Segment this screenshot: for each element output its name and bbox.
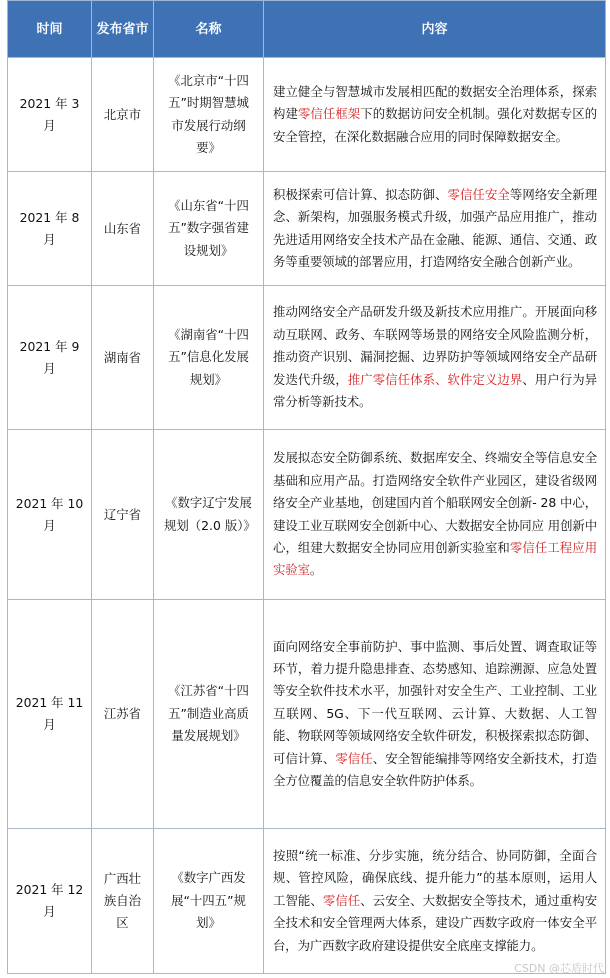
header-province: 发布省市 <box>92 1 154 58</box>
content-text: 积极探索可信计算、拟态防御、 <box>273 186 448 202</box>
row-time: 2021 年 9 月 <box>8 286 92 430</box>
content-text: 发展拟态安全防御系统、数据库安全、终端安全等信息安全基础和应用产品。打造网络安全软件产业园区，建设省级网络安全产业基地，创建国内首个船联网安全创新- 28 中心，建设工业互联网安全创新中心、大数据安全协同应 用创新中心，组建大数据安全协同应用创新实验室和 <box>273 450 597 555</box>
content-text: 下的数据访问安全机制。强化对数据专区的安全管控，在深化数据融合应用的同时保障数据安全。 <box>273 106 597 144</box>
content-highlight: 推广零信任体系、软件定义边界 <box>347 371 523 387</box>
header-time: 时间 <box>8 1 92 58</box>
content-highlight: 零信任框架 <box>297 106 361 122</box>
content-highlight: 零信任 <box>322 892 361 908</box>
row-province: 江苏省 <box>92 600 154 829</box>
row-time: 2021 年 11 月 <box>8 600 92 829</box>
row-province: 北京市 <box>92 58 154 172</box>
content-text: 按照“统一标准、分步实施，统分结合、协同防御，全面合规、管控风险，确保底线、提升能力”的基本原则，运用人工智能、 <box>273 847 597 908</box>
table-row <box>8 430 606 600</box>
table-row <box>8 286 606 430</box>
row-content <box>264 172 606 286</box>
row-content <box>264 829 606 974</box>
content-text: 、安全智能编排等网络安全新技术，打造全方位覆盖的信息安全软件防护体系。 <box>273 750 597 789</box>
content-highlight: 零信任工程应用实验室 <box>273 539 597 578</box>
content-text: 、用户行为异常分析等新技术。 <box>273 371 597 410</box>
table-row <box>8 829 606 974</box>
row-time: 2021 年 10 月 <box>8 430 92 600</box>
row-province: 辽宁省 <box>92 430 154 600</box>
row-time: 2021 年 3 月 <box>8 58 92 172</box>
header-name: 名称 <box>154 1 264 58</box>
row-time: 2021 年 12 月 <box>8 829 92 974</box>
row-name: 《数字辽宁发展规划（2.0 版）》 <box>154 430 264 600</box>
watermark: CSDN @芯盾时代 <box>514 962 604 975</box>
row-content <box>264 58 606 172</box>
content-text: 建立健全与智慧城市发展相匹配的数据安全治理体系，探索构建 <box>273 83 597 122</box>
table-row <box>8 600 606 829</box>
row-province: 广西壮族自治区 <box>92 829 154 974</box>
row-time: 2021 年 8 月 <box>8 172 92 286</box>
content-text: 。 <box>309 562 323 578</box>
header-content: 内容 <box>264 1 606 58</box>
content-text: 、云安全、大数据安全等技术，通过重构安全技术和安全管理两大体系，建设广西数字政府一体安全平台，为广西数字政府建设提供安全底座支撑能力。 <box>273 892 597 953</box>
content-text: 推动网络安全产品研发升级及新技术应用推广。开展面向移动互联网、政务、车联网等场景的网络安全风险监测分析，推动资产识别、漏洞挖掘、边界防护等领域网络安全产品研发迭代升级， <box>273 304 597 387</box>
content-highlight: 零信任安全 <box>447 186 510 202</box>
content-text: 等网络安全新理念、新架构，加强服务模式升级，加强产品应用推广，推动先进适用网络安全技术产品在金融、能源、通信、交通、政务等重要领域的部署应用，打造网络安全融合创新产业。 <box>273 186 597 269</box>
row-content <box>264 430 606 600</box>
policy-table <box>7 0 606 974</box>
row-province: 山东省 <box>92 172 154 286</box>
row-name: 《江苏省“十四五”制造业高质量发展规划》 <box>154 600 264 829</box>
content-text: 面向网络安全事前防护、事中监测、事后处置、调查取证等环节，着力提升隐患排查、态势感知、追踪溯源、应急处置等安全软件技术水平，加强针对安全生产、工业控制、工业互联网、5G、下一代互联网、云计算、大数据、人工智能、物联网等领域网络安全软件研发，积极探索拟态防御、可信计算、 <box>273 638 597 766</box>
table-header-row <box>8 1 606 58</box>
row-name: 《数字广西发展“十四五”规划》 <box>154 829 264 974</box>
row-content <box>264 600 606 829</box>
table-row <box>8 58 606 172</box>
table-row <box>8 172 606 286</box>
row-name: 《山东省“十四五”数字强省建设规划》 <box>154 172 264 286</box>
row-content <box>264 286 606 430</box>
content-highlight: 零信任 <box>335 750 373 766</box>
row-name: 《湖南省“十四五”信息化发展规划》 <box>154 286 264 430</box>
row-province: 湖南省 <box>92 286 154 430</box>
row-name: 《北京市“十四五”时期智慧城市发展行动纲要》 <box>154 58 264 172</box>
